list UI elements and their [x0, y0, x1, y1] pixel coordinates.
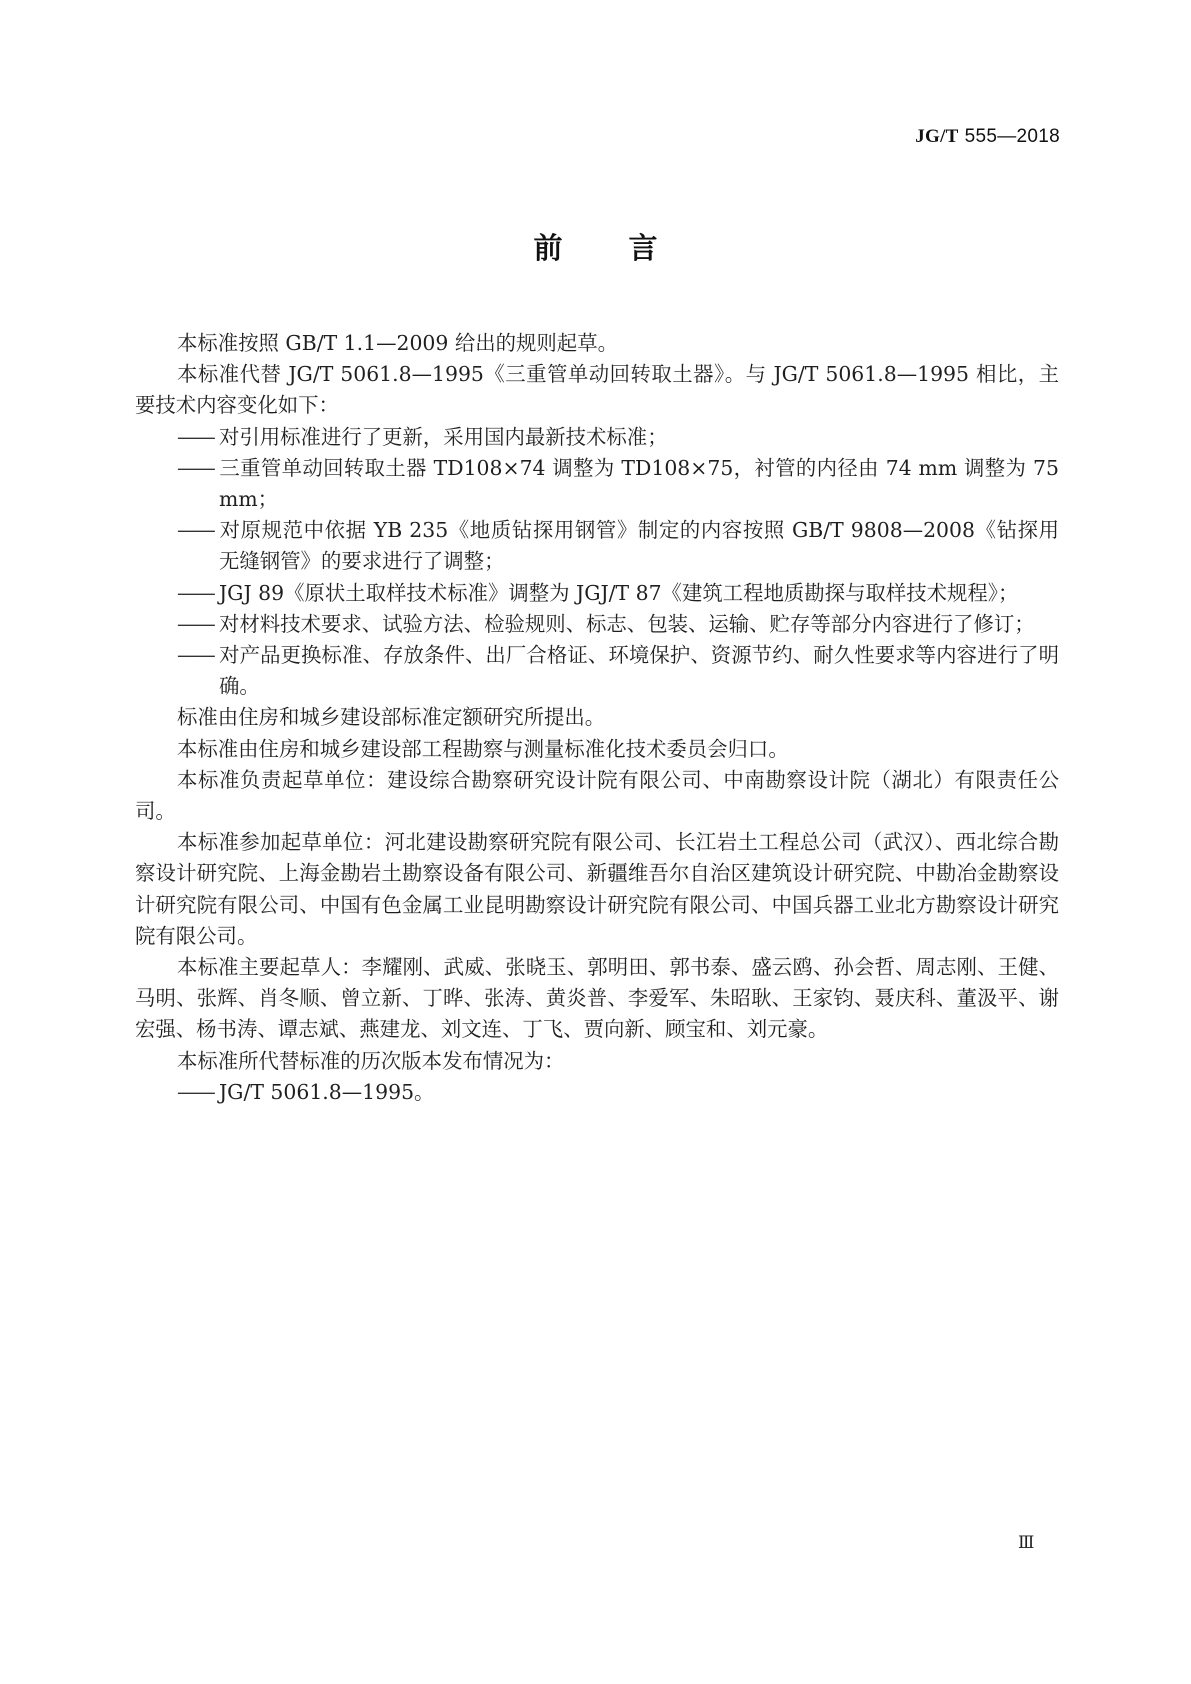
list-item-change [135, 515, 1059, 577]
list-item-text: JGJ 89《原状土取样技术标准》调整为 JGJ/T 87《建筑工程地质勘探与取样技术规程》； [219, 580, 1019, 605]
paragraph-text: 标准由住房和城乡建设部标准定额研究所提出。 [177, 705, 606, 730]
list-item-text: JG/T 5061.8—1995。 [219, 1079, 435, 1104]
standard-code-header [915, 126, 1060, 148]
list-item-change [135, 578, 1059, 609]
paragraph-proposed-by [135, 702, 1059, 733]
list-item-previous-version [135, 1077, 1059, 1108]
paragraph-text: 本标准所代替标准的历次版本发布情况为： [177, 1048, 565, 1073]
list-item-text: 三重管单动回转取土器 TD108×74 调整为 TD108×75，衬管的内径由 74 mm 调整为 75 mm； [219, 455, 1059, 512]
list-item-change [135, 422, 1059, 453]
dash-marker: —— [177, 424, 214, 449]
paragraph-drafting-rules [135, 328, 1059, 359]
standard-number: 555—2018 [964, 126, 1060, 147]
paragraph-participating-drafters [135, 827, 1059, 952]
paragraph-text: 本标准主要起草人：李耀刚、武威、张晓玉、郭明田、郭书泰、盛云鸥、孙会哲、周志刚、王健、马明、张辉、肖冬顺、曾立新、丁晔、张涛、黄炎普、李爱军、朱昭耿、王家钧、聂庆科、董汲平、谢宏强、杨书涛、谭志斌、燕建龙、刘文连、丁飞、贾向新、顾宝和、刘元豪。 [135, 955, 1059, 1042]
paragraph-text: 本标准代替 JG/T 5061.8—1995《三重管单动回转取土器》。与 JG/T 5061.8—1995 相比，主要技术内容变化如下： [135, 362, 1059, 418]
paragraph-text: 本标准负责起草单位：建设综合勘察研究设计院有限公司、中南勘察设计院（湖北）有限责任公司。 [135, 767, 1059, 824]
paragraph-text: 本标准按照 GB/T 1.1—2009 给出的规则起草。 [177, 331, 618, 355]
list-item-change [135, 453, 1059, 515]
list-item-text: 对引用标准进行了更新，采用国内最新技术标准； [219, 424, 668, 449]
title-char-2: 言 [628, 231, 658, 265]
page-title [0, 226, 1191, 267]
dash-marker: —— [177, 518, 214, 543]
paragraph-main-drafters [135, 952, 1059, 1046]
dash-marker: —— [177, 455, 214, 480]
paragraph-text: 本标准参加起草单位：河北建设勘察研究院有限公司、长江岩土工程总公司（武汉）、西北综合勘察设计研究院、上海金勘岩土勘察设备有限公司、新疆维吾尔自治区建筑设计研究院、中勘冶金勘察设计研究院有限公司、中国有色金属工业昆明勘察设计研究院有限公司、中国兵器工业北方勘察设计研究院有限公司。 [135, 830, 1059, 948]
title-char-1: 前 [533, 231, 563, 265]
page-number: Ⅲ [1018, 1533, 1035, 1553]
foreword-body [135, 328, 1059, 1108]
paragraph-text: 本标准由住房和城乡建设部工程勘察与测量标准化技术委员会归口。 [177, 736, 789, 761]
paragraph-version-history [135, 1046, 1059, 1077]
paragraph-administered-by [135, 734, 1059, 765]
dash-marker: —— [177, 611, 214, 636]
paragraph-lead-drafters [135, 765, 1059, 827]
dash-marker: —— [177, 1079, 214, 1104]
dash-marker: —— [177, 580, 214, 605]
dash-marker: —— [177, 643, 214, 668]
list-item-text: 对产品更换标准、存放条件、出厂合格证、环境保护、资源节约、耐久性要求等内容进行了明确。 [219, 643, 1059, 699]
list-item-change [135, 609, 1059, 640]
list-item-text: 对材料技术要求、试验方法、检验规则、标志、包装、运输、贮存等部分内容进行了修订； [219, 611, 1035, 636]
list-item-change [135, 640, 1059, 702]
paragraph-replacement [135, 359, 1059, 421]
list-item-text: 对原规范中依据 YB 235《地质钻探用钢管》制定的内容按照 GB/T 9808—2008《钻探用无缝钢管》的要求进行了调整； [219, 518, 1059, 574]
standard-prefix: JG/T [915, 126, 959, 147]
